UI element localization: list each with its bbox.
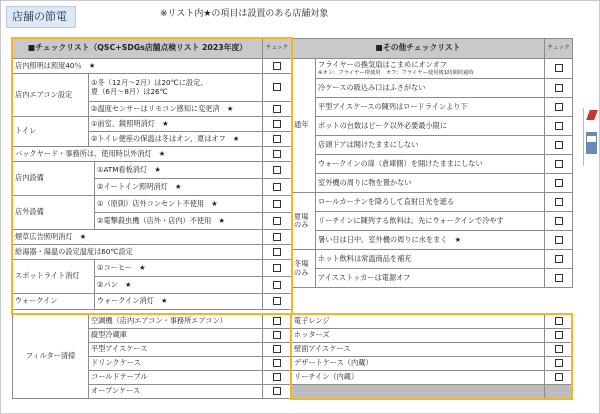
check-cold-case-vent[interactable] bbox=[545, 79, 573, 98]
filter-item-aircon: 空調機（店内エアコン・事務所エアコン） bbox=[89, 315, 263, 329]
photo-highlight-icon bbox=[587, 136, 596, 142]
checklist-header: ■チェックリスト（QSC+SDGs店舗点検リスト 2023年度） bbox=[13, 39, 263, 59]
item-roll-curtain: ロールカーテンを降ろして直射日光を遮る bbox=[316, 193, 545, 212]
filter-item-microwave: 電子レンジ bbox=[292, 315, 545, 329]
checkbox[interactable] bbox=[273, 264, 281, 272]
group-summer: 夏場のみ bbox=[292, 193, 316, 250]
checkbox[interactable] bbox=[273, 248, 281, 256]
check-outdoor-unit-clear[interactable] bbox=[545, 174, 573, 193]
filter-item-open-case: オープンケース bbox=[89, 385, 263, 399]
group-outdoor: 店外設備 bbox=[13, 196, 95, 230]
check-filter-aircon[interactable] bbox=[263, 315, 292, 329]
check-flat-ice-case[interactable] bbox=[545, 98, 573, 117]
checkbox[interactable] bbox=[273, 297, 281, 305]
checkbox[interactable] bbox=[273, 359, 281, 367]
check-filter-dessert-case[interactable] bbox=[545, 357, 573, 371]
item-eatin-light: ②イートイン照明消灯 ★ bbox=[95, 179, 263, 196]
check-front-door[interactable] bbox=[545, 136, 573, 155]
item-toilet-seat: ②トイレ便座の保温は冬はオン、夏はオフ ★ bbox=[89, 132, 263, 147]
checkbox[interactable] bbox=[555, 160, 563, 168]
other-checklist-table bbox=[291, 38, 573, 288]
check-bug-zapper[interactable] bbox=[263, 213, 292, 230]
check-column-header: チェック bbox=[263, 39, 292, 59]
checkbox[interactable] bbox=[273, 387, 281, 395]
item-cold-case-vent: 冷ケースの吸込み口はふさがない bbox=[316, 79, 545, 98]
checkbox[interactable] bbox=[555, 236, 563, 244]
filter-item-flat-ice-case: 平型アイスケース bbox=[89, 343, 263, 357]
group-aircon: 店内エアコン設定 bbox=[13, 74, 89, 117]
check-filter-drink-case[interactable] bbox=[263, 357, 292, 371]
checkbox[interactable] bbox=[555, 122, 563, 130]
check-aircon-temp[interactable] bbox=[263, 74, 292, 102]
check-spot-bread[interactable] bbox=[263, 277, 292, 294]
item-hot-drink-restock: ホット飲料は常温商品を補充 bbox=[316, 250, 545, 269]
checkbox[interactable] bbox=[273, 281, 281, 289]
item-backyard: バックヤード・事務所は、使用時以外消灯 ★ bbox=[13, 147, 263, 162]
item-fryer-fan: フライヤーの換気扇はこまめにオンオフ ※オン：フライヤー帯使用 オフ：フライヤー使用後1時間経過時 bbox=[316, 59, 545, 79]
checkbox[interactable] bbox=[273, 135, 281, 143]
check-hot-drink-restock[interactable] bbox=[545, 250, 573, 269]
checkbox[interactable] bbox=[555, 255, 563, 263]
check-walkin-door[interactable] bbox=[545, 155, 573, 174]
check-store-lighting[interactable] bbox=[263, 59, 292, 74]
group-spotlight: スポットライト消灯 bbox=[13, 260, 95, 294]
item-outdoor-unit-clear: 室外機の周りに物を置かない bbox=[316, 174, 545, 193]
item-water-sprinkle: 暑い日は日中、室外機の周りに水をまく ★ bbox=[316, 231, 545, 250]
check-pot-count[interactable] bbox=[545, 117, 573, 136]
checkbox[interactable] bbox=[555, 359, 563, 367]
checkbox[interactable] bbox=[555, 179, 563, 187]
checkbox[interactable] bbox=[555, 345, 563, 353]
filter-item-wall-ice-case: 壁面アイスケース bbox=[292, 343, 545, 357]
check-filter-reach-in[interactable] bbox=[545, 371, 573, 385]
item-tobacco-ad: 煙草広告照明消灯 ★ bbox=[13, 230, 263, 245]
check-toilet-mirror[interactable] bbox=[263, 117, 292, 132]
checkbox[interactable] bbox=[555, 331, 563, 339]
item-water-heater: 給湯器・湯温の設定温度は60℃設定 bbox=[13, 245, 263, 260]
checkbox[interactable] bbox=[273, 62, 281, 70]
check-walkin-light[interactable] bbox=[263, 294, 292, 310]
filter-item-upright-fridge: 縦型冷蔵庫 bbox=[89, 329, 263, 343]
group-all-year: 通年 bbox=[292, 59, 316, 193]
checkbox[interactable] bbox=[555, 84, 563, 92]
star-note: ※リスト内★の項目は設置のある店舗対象 bbox=[160, 9, 329, 19]
item-walkin-light: ウォークイン消灯 ★ bbox=[95, 294, 263, 310]
check-filter-microwave[interactable] bbox=[545, 315, 573, 329]
check-backyard[interactable] bbox=[263, 147, 292, 162]
item-atm-sign: ①ATM看板消灯 ★ bbox=[95, 162, 263, 179]
filter-item-dessert-case: デザートケース（内蔵） bbox=[292, 357, 545, 371]
check-outdoor-outlet[interactable] bbox=[263, 196, 292, 213]
checkbox[interactable] bbox=[555, 64, 563, 72]
checkbox[interactable] bbox=[273, 166, 281, 174]
main-checklist-table bbox=[12, 38, 292, 310]
item-spot-coffee: ①コーヒー ★ bbox=[95, 260, 263, 277]
filter-item-hotters: ホッターズ bbox=[292, 329, 545, 343]
item-spot-bread: ②パン ★ bbox=[95, 277, 263, 294]
check-toilet-seat[interactable] bbox=[263, 132, 292, 147]
checkbox[interactable] bbox=[273, 331, 281, 339]
check-water-heater[interactable] bbox=[263, 245, 292, 260]
check-filter-upright-fridge[interactable] bbox=[263, 329, 292, 343]
filter-item-drink-case: ドリンクケース bbox=[89, 357, 263, 371]
filter-cleaning-table bbox=[12, 314, 573, 399]
check-filter-hotters[interactable] bbox=[545, 329, 573, 343]
item-toilet-mirror: ①前室、鏡照明消灯 ★ bbox=[89, 117, 263, 132]
checkbox[interactable] bbox=[273, 217, 281, 225]
other-checklist-header: ■その他チェックリスト bbox=[292, 39, 545, 59]
checkbox[interactable] bbox=[555, 141, 563, 149]
check-ice-stocker-off[interactable] bbox=[545, 269, 573, 288]
checkbox[interactable] bbox=[273, 200, 281, 208]
item-flat-ice-case: 平型アイスケースの陳列はロードラインより下 bbox=[316, 98, 545, 117]
checkbox[interactable] bbox=[555, 217, 563, 225]
red-mark-icon bbox=[586, 110, 598, 120]
item-aircon-temp: ①冬（12月～2月）は20℃に設定、 夏（6月～8月）は26℃ bbox=[89, 74, 263, 102]
checkbox[interactable] bbox=[273, 373, 281, 381]
group-indoor: 店内設備 bbox=[13, 162, 95, 196]
filter-check-empty bbox=[545, 385, 573, 399]
other-check-column-header: チェック bbox=[545, 39, 573, 59]
check-aircon-sensor[interactable] bbox=[263, 102, 292, 117]
filter-item-empty bbox=[292, 385, 545, 399]
fryer-note: ※オン：フライヤー帯使用 オフ：フライヤー使用後1時間経過時 bbox=[318, 69, 474, 76]
item-front-door: 店頭ドアは開けたままにしない bbox=[316, 136, 545, 155]
checkbox[interactable] bbox=[555, 198, 563, 206]
checkbox[interactable] bbox=[555, 373, 563, 381]
filter-item-reach-in: リーチイン（内蔵） bbox=[292, 371, 545, 385]
filter-item-cold-table: コールドテーブル bbox=[89, 371, 263, 385]
check-filter-wall-ice-case[interactable] bbox=[545, 343, 573, 357]
check-filter-flat-ice-case[interactable] bbox=[263, 343, 292, 357]
checkbox[interactable] bbox=[555, 103, 563, 111]
check-fryer-fan[interactable] bbox=[545, 59, 573, 79]
checkbox[interactable] bbox=[273, 105, 281, 113]
item-reach-in-drinks: リーチインに陳列する飲料は、先にウォークインで冷やす bbox=[316, 212, 545, 231]
check-tobacco-ad[interactable] bbox=[263, 230, 292, 245]
page-title: 店舗の節電 bbox=[6, 6, 76, 28]
checkbox[interactable] bbox=[273, 183, 281, 191]
check-filter-cold-table[interactable] bbox=[263, 371, 292, 385]
checkbox[interactable] bbox=[555, 274, 563, 282]
item-bug-zapper: ②電撃殺虫機（店外・店内）不使用 ★ bbox=[95, 213, 263, 230]
checkbox[interactable] bbox=[273, 345, 281, 353]
checkbox[interactable] bbox=[555, 317, 563, 325]
check-roll-curtain[interactable] bbox=[545, 193, 573, 212]
item-outdoor-outlet: ①（原則）店外コンセント不使用 ★ bbox=[95, 196, 263, 213]
checkbox[interactable] bbox=[273, 233, 281, 241]
adjacent-slide-edge bbox=[583, 108, 597, 166]
group-walkin: ウォークイン bbox=[13, 294, 95, 310]
checkbox[interactable] bbox=[273, 83, 281, 91]
item-ice-stocker-off: アイスストッカーは電源オフ bbox=[316, 269, 545, 288]
check-eatin-light[interactable] bbox=[263, 179, 292, 196]
check-reach-in-drinks[interactable] bbox=[545, 212, 573, 231]
check-spot-coffee[interactable] bbox=[263, 260, 292, 277]
group-toilet: トイレ bbox=[13, 117, 89, 147]
check-atm-sign[interactable] bbox=[263, 162, 292, 179]
item-store-lighting: 店内照明は照度40％ ★ bbox=[13, 59, 263, 74]
group-winter: 冬場のみ bbox=[292, 250, 316, 288]
check-filter-open-case[interactable] bbox=[263, 385, 292, 399]
check-water-sprinkle[interactable] bbox=[545, 231, 573, 250]
checkbox[interactable] bbox=[273, 120, 281, 128]
item-aircon-sensor: ②温度センサーはリモコン感知に変更済 ★ bbox=[89, 102, 263, 117]
checkbox[interactable] bbox=[273, 317, 281, 325]
checkbox[interactable] bbox=[273, 150, 281, 158]
filter-cleaning-label: フィルター清掃 bbox=[13, 315, 89, 399]
item-pot-count: ポットの台数はピーク以外必要最小限に bbox=[316, 117, 545, 136]
item-walkin-door: ウォークインの扉（倉庫側）を開けたままにしない bbox=[316, 155, 545, 174]
